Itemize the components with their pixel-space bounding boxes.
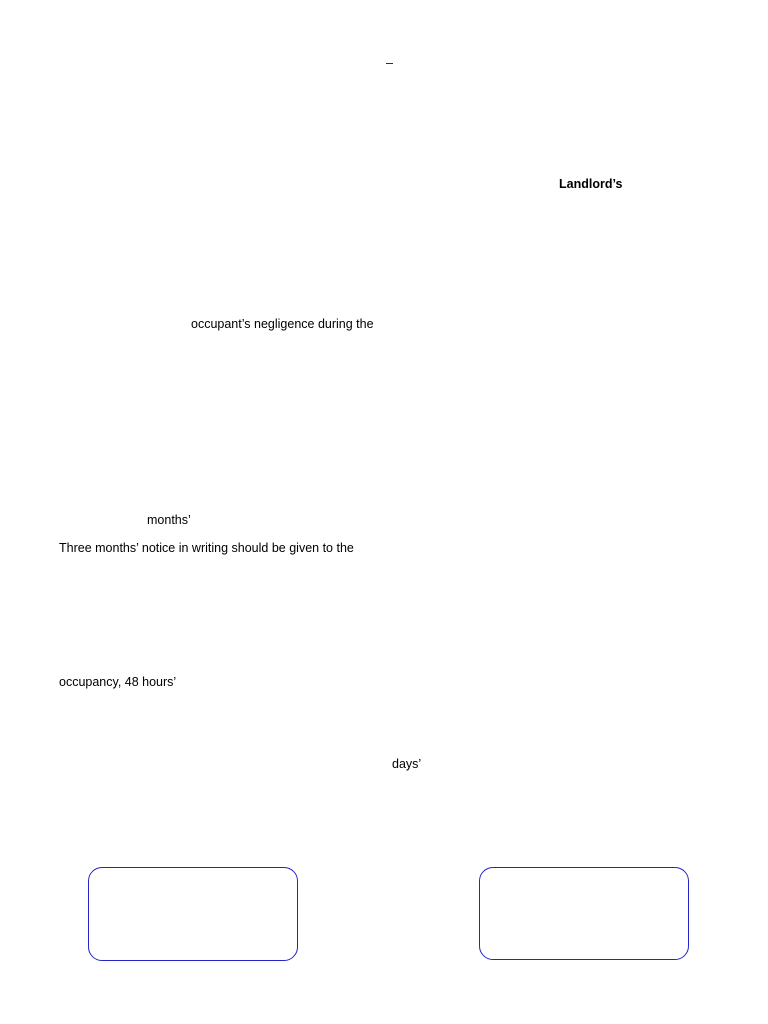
signature-box-right — [479, 867, 689, 960]
days-text: days’ — [392, 757, 422, 771]
signature-box-left — [88, 867, 298, 961]
occupant-negligence-text: occupant’s negligence during the — [191, 317, 374, 331]
months-text: months’ — [147, 513, 191, 527]
notice-line-text: Three months’ notice in writing should be given to the — [59, 541, 354, 555]
occupancy-hours-text: occupancy, 48 hours’ — [59, 675, 177, 689]
link-underline-mark[interactable] — [386, 63, 393, 64]
landlords-heading: Landlord’s — [559, 177, 623, 191]
